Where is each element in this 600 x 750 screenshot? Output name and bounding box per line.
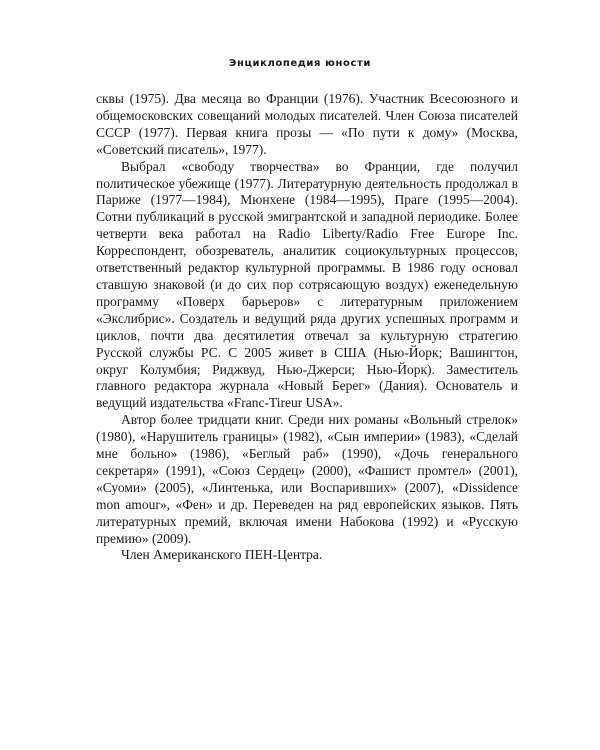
running-head: Энциклопедия юности xyxy=(229,58,371,69)
body-text xyxy=(96,91,518,564)
paragraph-bibliography: Автор более тридцати книг. Среди них романы «Вольный стрелок» (1980), «Нарушитель границы» (1982), «Сын империи» (1983), «Сделай мне больно» (1986), «Беглый раб» (1990), «Дочь генерального секретаря» (1991), «Союз Сердец» (2000), «Фашист промтел» (2001), «Суоми» (2005), «Линтенька, или Воспаривших» (2007), «Dissidence mon amour», «Фен» и др. Переведен на ряд европейских языков. Пять литературных премий, включая имени Набокова (1992) и «Русскую премию» (2009). xyxy=(96,412,518,546)
paragraph-membership: Член Американского ПЕН-Центра. xyxy=(121,547,323,563)
paragraph-emigration: Выбрал «свободу творчества» во Франции, где получил политическое убежище (1977). Литературную деятельность продолжал в Париже (1977—1984), Мюнхене (1984—1995), Праге (1995—2004). Сотни публикаций в русской эмигрантской и западной периодике. Более четверти века работал на Radio Liberty/Radio Free Europe Inc. Корреспондент, обозреватель, аналитик социокультурных процессов, ответственный редактор культурной программы. В 1986 году основал ставшую знаковой (и до сих пор сотрясающую воздух) еженедельную программу «Поверх барьеров» с литературным приложением «Экслибрис». Создатель и ведущий ряда других успешных программ и циклов, почти два десятилетия отвечал за культурную стратегию Русской службы РС. С 2005 живет в США (Нью-Йорк; Вашингтон, округ Колумбия; Риджвуд, Нью-Джерси; Нью-Йорк). Заместитель главного редактора журнала «Новый Берег» (Дания). Основатель и ведущий издательства «Franc-Tireur USA». xyxy=(96,158,518,411)
paragraph-continuation: сквы (1975). Два месяца во Франции (1976). Участник Всесоюзного и общемосковских совещаний молодых писателей. Член Союза писателей СССР (1977). Первая книга прозы — «По пути к дому» (Москва, «Советский писатель», 1977). xyxy=(96,91,518,157)
